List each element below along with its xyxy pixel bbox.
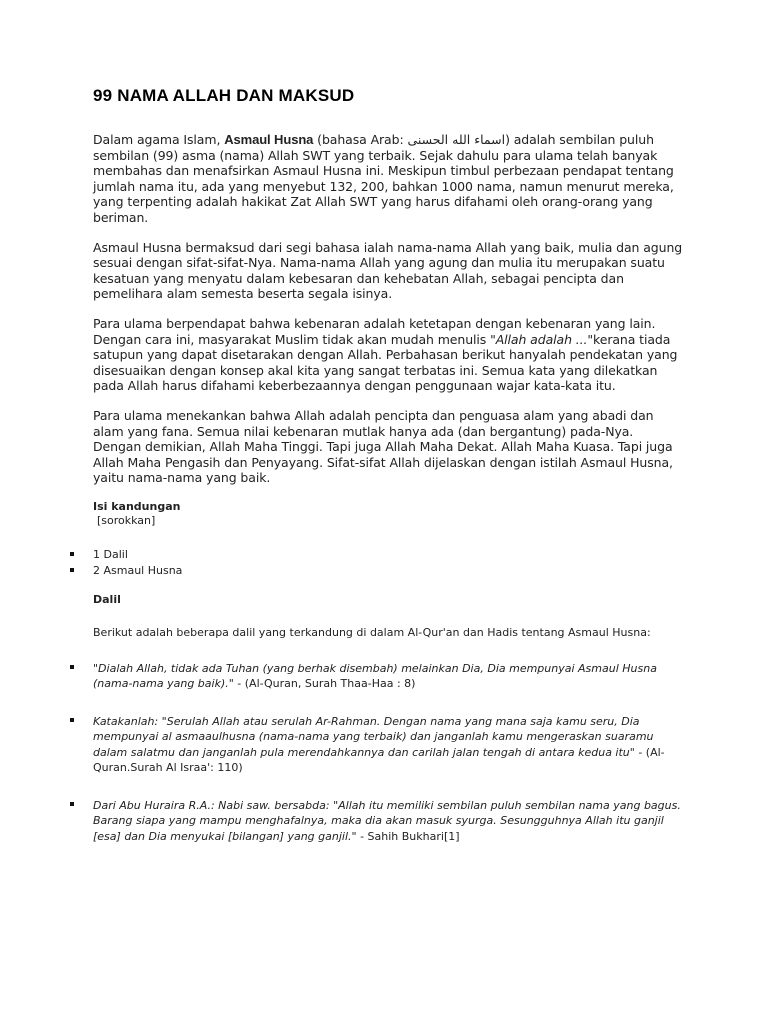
p3-after: kerana tiada satupun yang dapat disetarakan dengan Allah. Perbahasan berikut hanyalah pendekatan yang disesuaikan dengan konsep akal kita yang sangat terbatas ini. Semua kata yang dilekatkan pada Allah harus difahami keberbezaannya dengan penggunaan wajar kata-kata itu.	[93, 331, 678, 394]
dalil-item	[93, 798, 683, 845]
bullet-icon	[70, 718, 74, 722]
paragraph-ulama-1	[93, 316, 683, 394]
toc-item-asmaul-husna[interactable]	[93, 563, 683, 579]
dalil-quote: Katakanlah: "Serulah Allah atau serulah Ar-Rahman. Dengan nama yang mana saja kamu seru, Dia mempunyai al asmaaulhusna (nama-nama yang terbaik) dan janganlah kamu mengeraskan suaramu dalam salatmu dan janganlah pula merendahkannya dan carilah jalan tengah di antara kedua itu"	[93, 714, 654, 759]
dalil-quote: "Dialah Allah, tidak ada Tuhan (yang berhak disembah) melainkan Dia, Dia mempunyai Asmaul Husna (nama-nama yang baik)."	[93, 661, 657, 691]
dalil-item	[93, 661, 683, 692]
toc-title: Isi kandungan	[93, 499, 181, 513]
p3-before: Para ulama berpendapat bahwa kebenaran adalah ketetapan dengan kebenaran yang lain. Dengan cara ini, masyarakat Muslim tidak akan mudah menulis	[93, 315, 656, 347]
dalil-source: - (Al-Quran, Surah Thaa-Haa : 8)	[233, 677, 416, 691]
toc-item-label: 1 Dalil	[93, 547, 128, 561]
arabic-term: اسماء الله الحسنى	[407, 132, 506, 147]
intro-prefix: Dalam agama Islam,	[93, 132, 225, 147]
toc-item-label: 2 Asmaul Husna	[93, 563, 183, 577]
bullet-icon	[70, 568, 74, 572]
toc-list	[93, 547, 683, 579]
toc-toggle-link[interactable]: [sorokkan]	[97, 513, 156, 527]
bullet-icon	[70, 552, 74, 556]
paragraph-meaning: Asmaul Husna bermaksud dari segi bahasa ialah nama-nama Allah yang baik, mulia dan agung sesuai dengan sifat-sifat-Nya. Nama-nama Allah yang agung dan mulia itu merupakan suatu kesatuan yang menyatu dalam kebesaran dan kehebatan Allah, sebagai pencipta dan pemelihara alam semesta beserta segala isinya.	[93, 239, 683, 302]
dalil-intro: Berikut adalah beberapa dalil yang terkandung di dalam Al-Qur'an dan Hadis tentang Asmaul Husna:	[93, 625, 651, 639]
intro-middle: (bahasa Arab:	[313, 132, 408, 147]
page-title: 99 NAMA ALLAH DAN MAKSUD	[93, 86, 355, 105]
dalil-quote: Dari Abu Huraira R.A.: Nabi saw. bersabda: "Allah itu memiliki sembilan puluh sembilan nama yang bagus. Barang siapa yang mampu menghafalnya, maka dia akan masuk syurga. Sesungguhnya Allah itu ganjil [esa] dan Dia menyukai [bilangan] yang ganjil."	[93, 798, 681, 843]
section-heading-dalil: Dalil	[93, 592, 121, 606]
toc-item-dalil[interactable]	[93, 547, 683, 563]
dalil-source: - (Al-Quran.Surah Al Israa': 110)	[93, 745, 665, 775]
document-page	[93, 86, 683, 866]
bullet-icon	[70, 802, 74, 806]
paragraph-ulama-2: Para ulama menekankan bahwa Allah adalah pencipta dan penguasa alam yang abadi dan alam yang fana. Semua nilai kebenaran mutlak hanya ada (dan bergantung) pada-Nya. Dengan demikian, Allah Maha Tinggi. Tapi juga Allah Maha Dekat. Allah Maha Kuasa. Tapi juga Allah Maha Pengasih dan Penyayang. Sifat-sifat Allah dijelaskan dengan istilah Asmaul Husna, yaitu nama-nama yang baik.	[93, 407, 673, 486]
intro-paragraph	[93, 132, 683, 226]
dalil-list	[93, 661, 683, 845]
intro-suffix: ) adalah sembilan puluh sembilan (99) asma (nama) Allah SWT yang terbaik. Sejak dahulu para ulama telah banyak membahas dan menafsirkan Asmaul Husna ini. Meskipun timbul perbezaan pendapat tentang jumlah nama itu, ada yang menyebut 132, 200, bahkan 1000 nama, namun menurut mereka, yang terpenting adalah hakikat Zat Allah SWT yang harus difahami oleh orang-orang yang beriman.	[93, 132, 674, 225]
p3-quote: "Allah adalah ..."	[490, 331, 594, 347]
dalil-item	[93, 714, 683, 776]
asmaul-husna-term: Asmaul Husna	[224, 132, 314, 147]
dalil-source: - Sahih Bukhari[1]	[356, 829, 460, 843]
bullet-icon	[70, 665, 74, 669]
